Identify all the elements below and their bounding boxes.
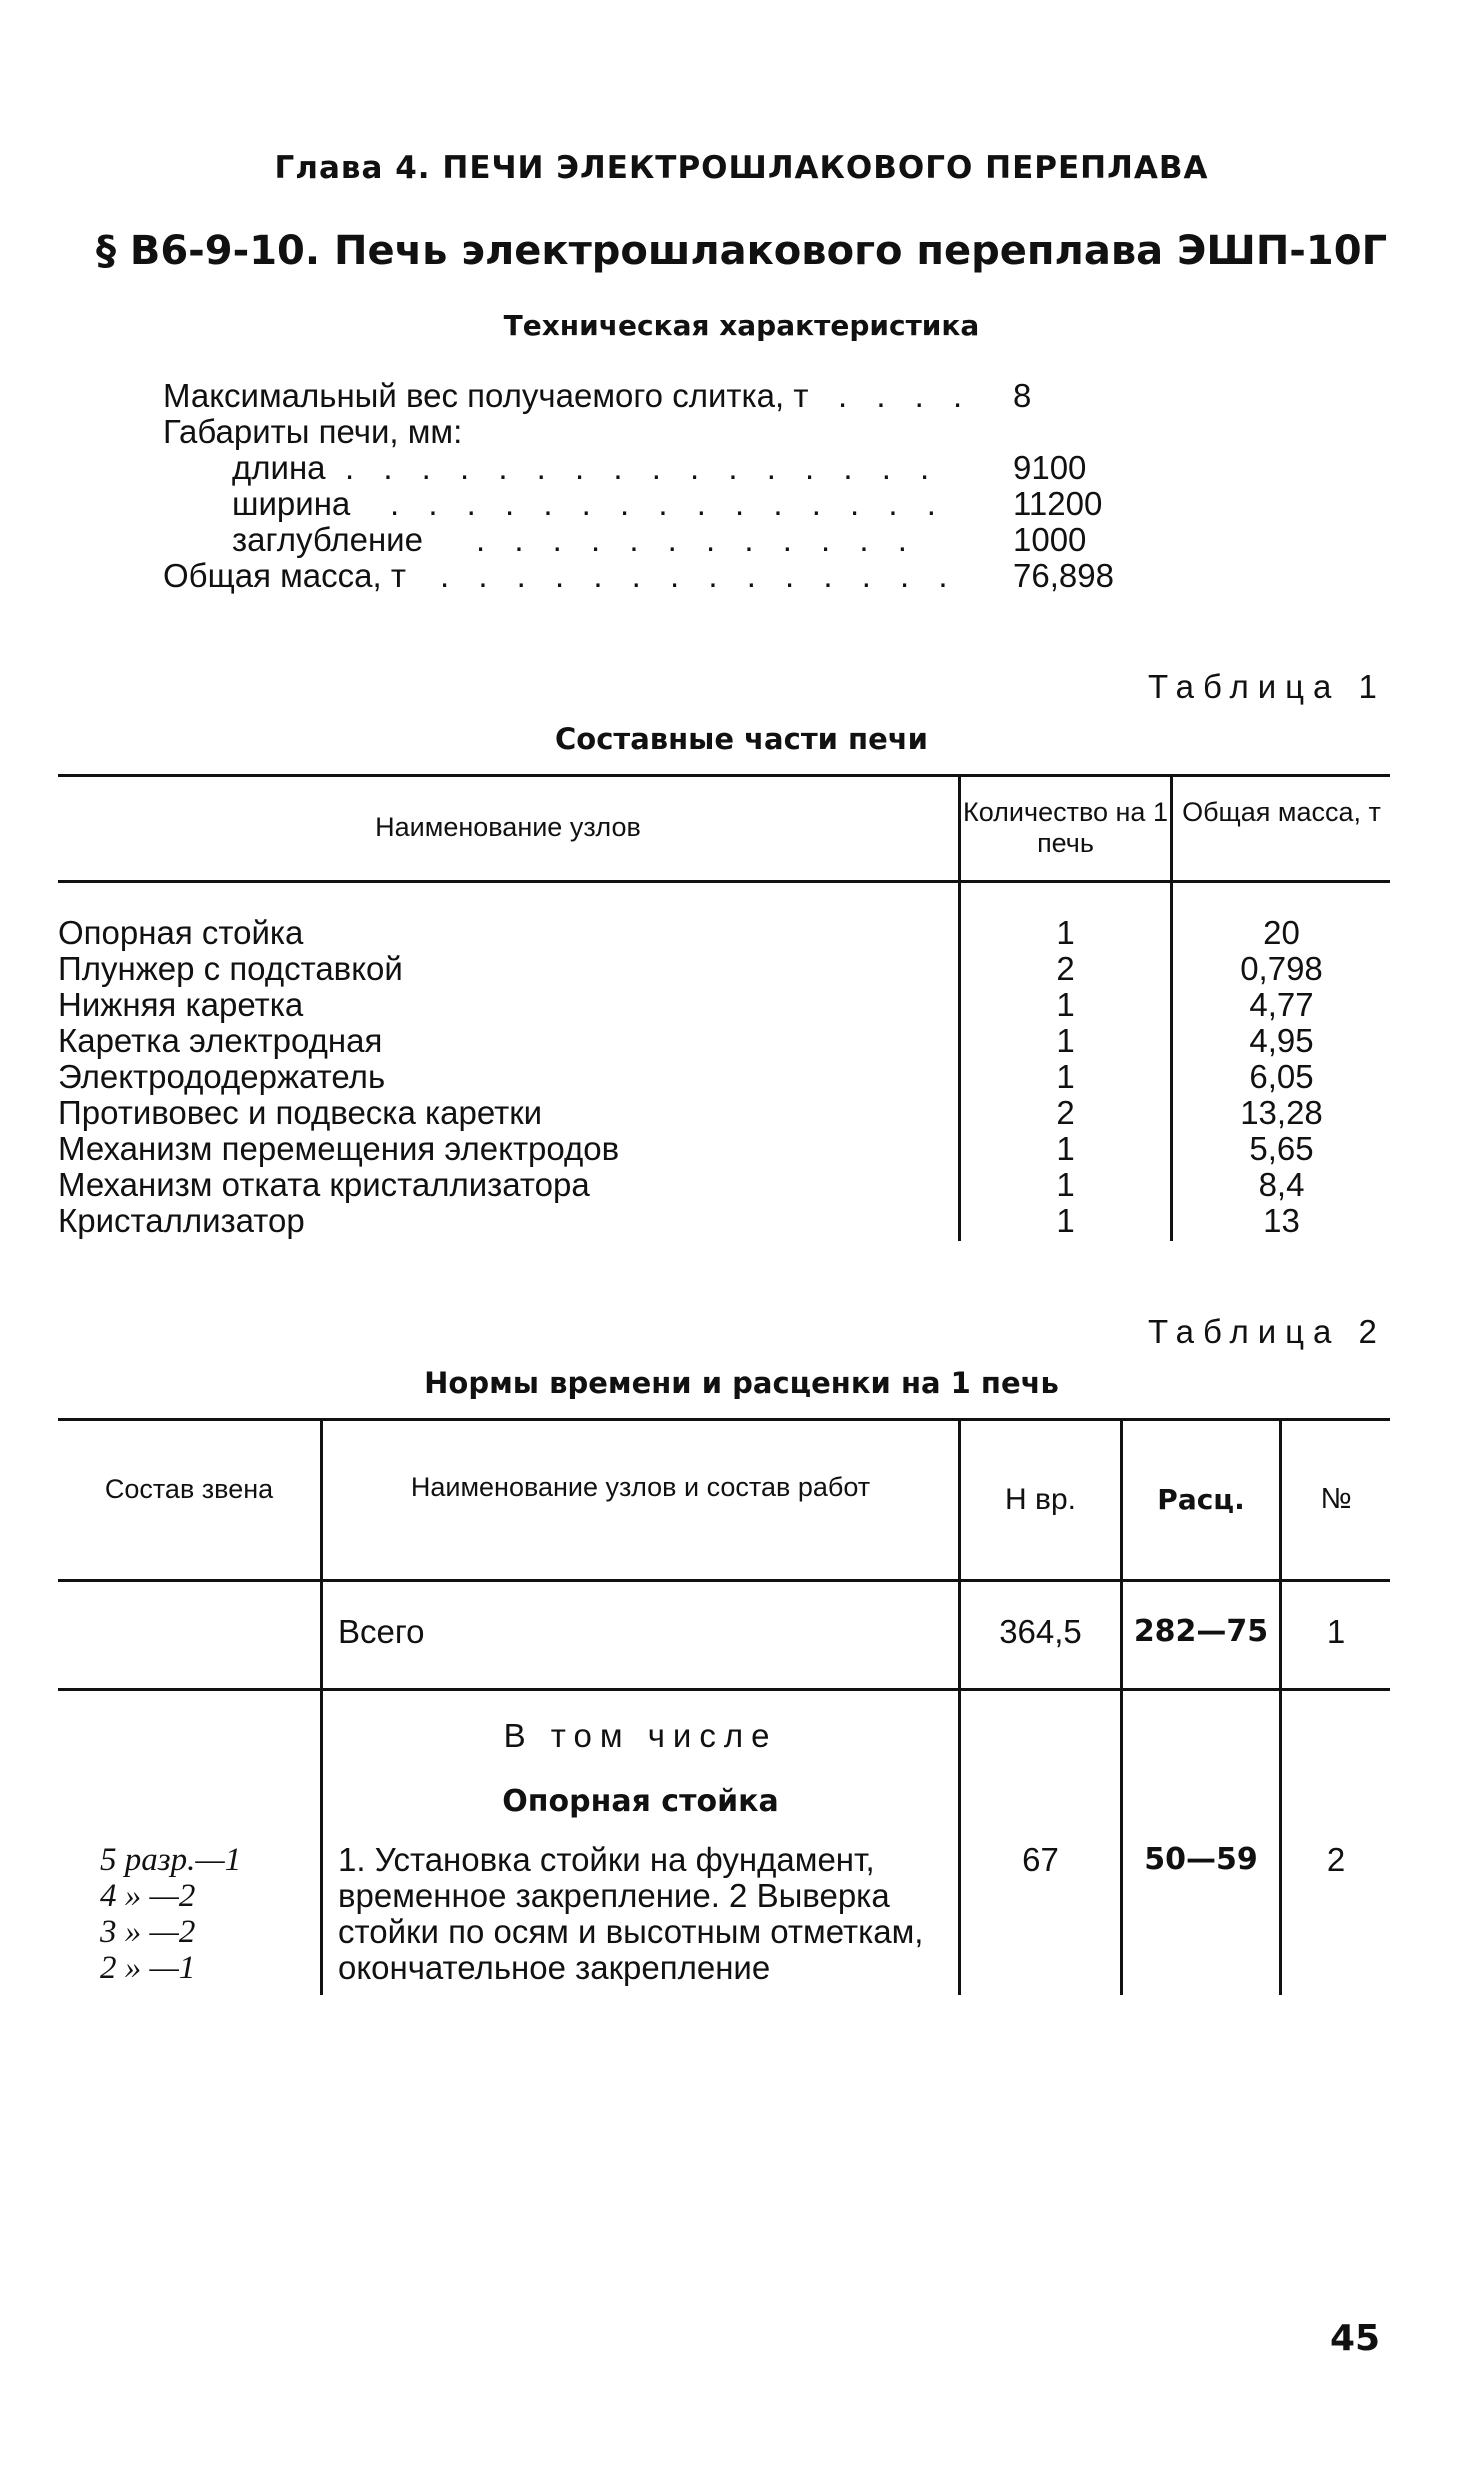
- spec-value: 11200: [1013, 485, 1103, 522]
- table-rule: [58, 1418, 1390, 1421]
- table-cell: 1: [1056, 914, 1075, 951]
- column-header: №: [1320, 1483, 1352, 1515]
- table-cell: 8,4: [1258, 1166, 1305, 1203]
- table-cell: 50—59: [1144, 1842, 1258, 1877]
- table1-label: Таблица 1: [1148, 668, 1386, 705]
- spec-label: Общая масса, т: [163, 557, 406, 594]
- table-cell: Каретка электродная: [58, 1022, 383, 1059]
- spec-value: 9100: [1013, 449, 1087, 486]
- spec-value: 8: [1013, 377, 1032, 414]
- column-header: Наименование узлов и состав работ: [410, 1472, 871, 1502]
- table-rule: [58, 1688, 1390, 1691]
- table-cell: Плунжер с подставкой: [58, 950, 403, 987]
- table-cell: Механизм отката кристаллизатора: [58, 1166, 590, 1203]
- table-cell: 67: [1022, 1841, 1059, 1878]
- table1-title: Составные части печи: [555, 722, 928, 756]
- table-cell: 6,05: [1249, 1058, 1314, 1095]
- column-rule: [320, 1418, 323, 1995]
- table-cell: 4,77: [1249, 986, 1314, 1023]
- spec-label: Габариты печи, мм:: [163, 413, 463, 450]
- column-header: Количество на 1 печь: [963, 797, 1168, 858]
- table-cell: 1: [1056, 1202, 1075, 1239]
- spec-label: ширина: [232, 485, 351, 522]
- table-cell: Противовес и подвеска каретки: [58, 1094, 543, 1131]
- crew-line: 4 » —2: [100, 1878, 196, 1914]
- page-number: 45: [1330, 2318, 1381, 2359]
- spec-label: заглубление: [232, 521, 423, 558]
- table-cell: 1: [1056, 986, 1075, 1023]
- chapter-title: Глава 4. ПЕЧИ ЭЛЕКТРОШЛАКОВОГО ПЕРЕПЛАВА: [274, 150, 1209, 186]
- table-cell: 1: [1056, 1166, 1075, 1203]
- table-cell: 5,65: [1249, 1130, 1314, 1167]
- column-header: Расц.: [1157, 1483, 1245, 1516]
- including-label: В том числе: [503, 1717, 778, 1754]
- leader-dots: . . . .: [838, 377, 973, 414]
- table-cell: Механизм перемещения электродов: [58, 1130, 620, 1167]
- table-cell: 1: [1056, 1130, 1075, 1167]
- table-rule: [58, 1579, 1390, 1582]
- table-cell: 13: [1263, 1202, 1300, 1239]
- table-cell: 20: [1263, 914, 1300, 951]
- leader-dots: . . . . . . . . . . . . . . .: [390, 485, 946, 522]
- section-title: § В6-9-10. Печь электрошлакового переплава ЭШП-10Г: [95, 228, 1388, 274]
- spec-value: 1000: [1013, 521, 1087, 558]
- spec-label: Максимальный вес получаемого слитка, т: [163, 377, 809, 414]
- table-cell: 0,798: [1240, 950, 1323, 987]
- table-cell: 1: [1056, 1022, 1075, 1059]
- table2-title: Нормы времени и расценки на 1 печь: [424, 1366, 1059, 1400]
- crew-line: 2 » —1: [100, 1950, 196, 1986]
- table-cell: 364,5: [999, 1613, 1082, 1650]
- spec-label: длина: [232, 449, 326, 486]
- table-cell: 1: [1326, 1613, 1346, 1650]
- group-title: Опорная стойка: [502, 1784, 779, 1819]
- leader-dots: . . . . . . . . . . . .: [476, 521, 917, 558]
- table-cell: 2: [1056, 950, 1075, 987]
- table-cell: 1: [1056, 1058, 1075, 1095]
- work-line: стойки по осям и высотным отметкам,: [338, 1913, 924, 1950]
- column-header: Общая масса, т: [1182, 797, 1381, 827]
- table-cell: 2: [1326, 1841, 1346, 1878]
- table-cell: Всего: [338, 1613, 425, 1650]
- table-cell: Опорная стойка: [58, 914, 304, 951]
- crew-line: 3 » —2: [100, 1914, 196, 1950]
- table2-label: Таблица 2: [1148, 1313, 1386, 1350]
- work-line: временное закрепление. 2 Выверка: [338, 1877, 890, 1914]
- work-line: 1. Установка стойки на фундамент,: [338, 1841, 875, 1878]
- table-cell: Кристаллизатор: [58, 1202, 305, 1239]
- work-line: окончательное закрепление: [338, 1949, 771, 1986]
- column-header: Н вр.: [1005, 1483, 1076, 1516]
- crew-line: 5 разр.—1: [100, 1842, 242, 1878]
- table-cell: 282—75: [1133, 1614, 1269, 1649]
- table-cell: Электрододержатель: [58, 1058, 386, 1095]
- table-cell: 13,28: [1240, 1094, 1323, 1131]
- spec-value: 76,898: [1013, 557, 1114, 594]
- column-header: Состав звена: [104, 1474, 274, 1504]
- table-cell: Нижняя каретка: [58, 986, 304, 1023]
- column-header: Наименование узлов: [375, 812, 641, 842]
- leader-dots: . . . . . . . . . . . . . . . .: [345, 449, 940, 486]
- spec-heading: Техническая характеристика: [503, 309, 980, 342]
- table-cell: 2: [1056, 1094, 1075, 1131]
- leader-dots: . . . . . . . . . . . . . .: [440, 557, 958, 594]
- table-cell: 4,95: [1249, 1022, 1314, 1059]
